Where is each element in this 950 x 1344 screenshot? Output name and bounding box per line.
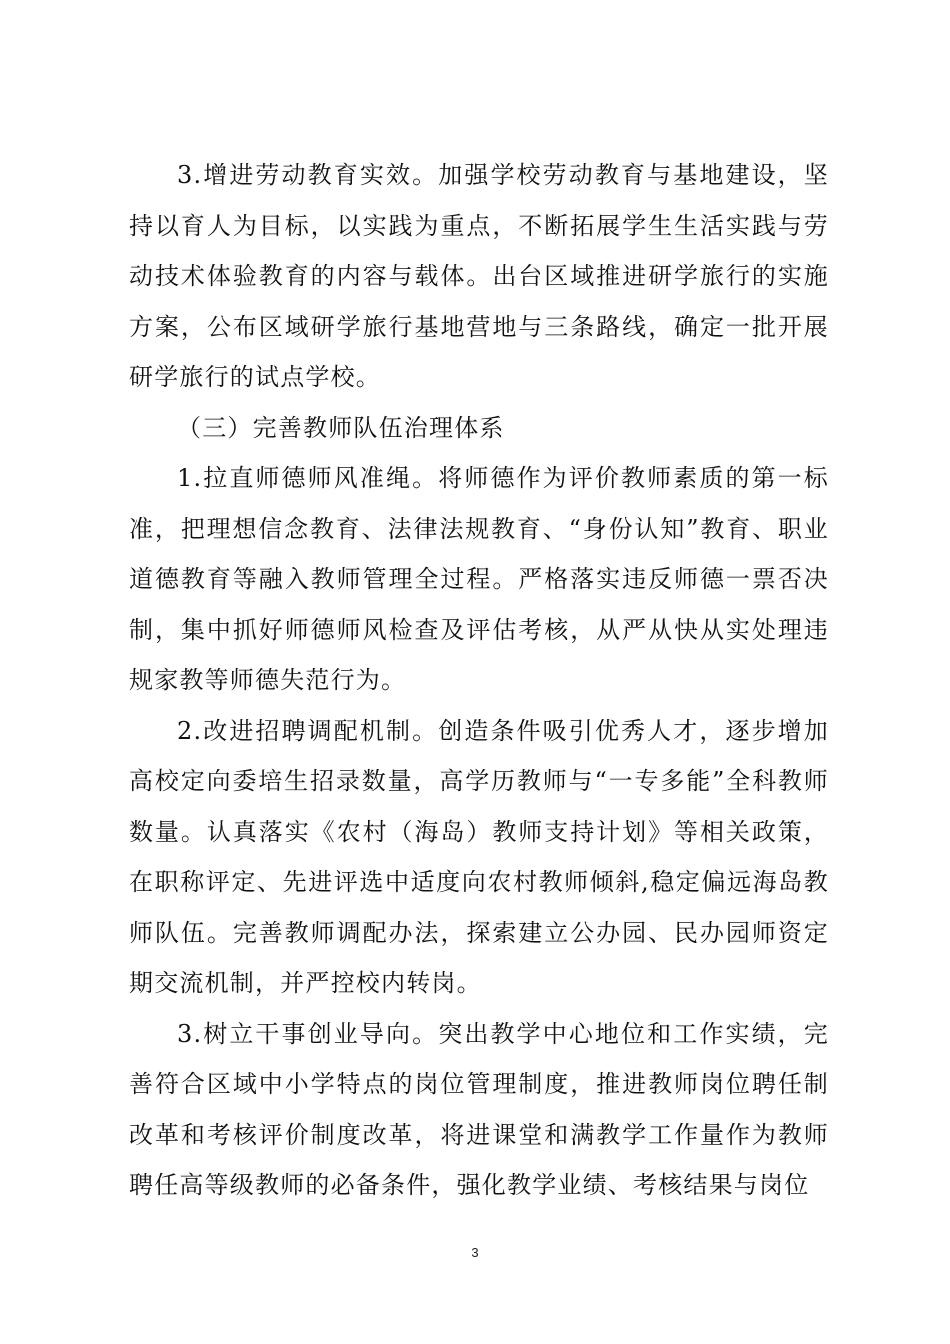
paragraph-career-orientation: 3.树立干事创业导向。突出教学中心地位和工作实绩，完善符合区域中小学特点的岗位管理制度，推进教师岗位聘任制改革和考核评价制度改革，将进课堂和满教学工作量作为教师聘任高等级教师的必备条件，强化教学业绩、考核结果与岗位 [129, 1019, 829, 1199]
section-heading-teacher-governance: （三）完善教师队伍治理体系 [177, 413, 505, 442]
paragraph-recruitment: 2.改进招聘调配机制。创造条件吸引优秀人才，逐步增加高校定向委培生招录数量，高学历教师与“一专多能”全科教师数量。认真落实《农村（海岛）教师支持计划》等相关政策，在职称评定、先进评选中适度向农村教师倾斜,稳定偏远海岛教师队伍。完善教师调配办法，探索建立公办园、民办园师资定期交流机制，并严控校内转岗。 [129, 716, 829, 997]
paragraph-teacher-ethics: 1.拉直师德师风准绳。将师德作为评价教师素质的第一标准，把理想信念教育、法律法规教育、“身份认知”教育、职业道德教育等融入教师管理全过程。严格落实违反师德一票否决制，集中抓好师德师风检查及评估考核，从严从快从实处理违规家教等师德失范行为。 [129, 464, 829, 694]
paragraph-labor-education: 3.增进劳动教育实效。加强学校劳动教育与基地建设，坚持以育人为目标，以实践为重点，不断拓展学生生活实践与劳动技术体验教育的内容与载体。出台区域推进研学旅行的实施方案，公布区域研学旅行基地营地与三条路线，确定一批开展研学旅行的试点学校。 [129, 161, 829, 391]
page-number: 3 [471, 1245, 479, 1260]
document-body [129, 150, 829, 1211]
